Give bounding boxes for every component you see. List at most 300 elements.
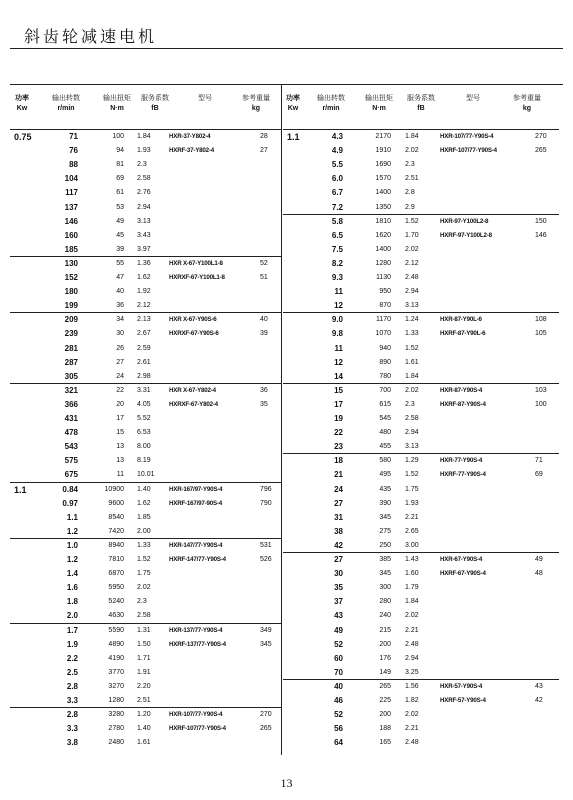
service-factor-cell: 1.75 — [405, 485, 419, 493]
model-cell: HXR X-67-Y802-4 — [169, 386, 216, 394]
table-row — [10, 285, 281, 299]
output-speed-cell: 30 — [334, 569, 343, 579]
output-torque-cell: 870 — [379, 302, 391, 310]
service-factor-cell: 1.61 — [405, 358, 419, 366]
service-factor-cell: 2.21 — [405, 725, 419, 733]
weight-cell: 345 — [260, 640, 272, 648]
service-factor-cell: 1.52 — [137, 556, 151, 563]
weight-cell: 105 — [535, 330, 547, 338]
model-cell: HXRF-137/77-Y90S-4 — [169, 640, 226, 648]
output-speed-cell: 675 — [64, 470, 78, 480]
service-factor-cell: 2.02 — [405, 386, 419, 394]
table-row — [10, 130, 281, 144]
service-factor-cell: 1.52 — [405, 217, 419, 225]
table-row — [283, 652, 559, 666]
output-torque-cell: 1570 — [375, 175, 391, 183]
table-row — [283, 285, 559, 299]
output-speed-cell: 281 — [64, 343, 78, 353]
output-speed-cell: 17 — [334, 399, 343, 409]
output-speed-cell: 0.84 — [62, 484, 78, 494]
output-torque-cell: 390 — [379, 499, 391, 507]
output-speed-cell: 1.8 — [66, 597, 78, 607]
table-row — [10, 172, 281, 186]
table-row — [283, 567, 559, 581]
power-cell: 1.1 — [287, 132, 300, 142]
column-header-label: 参考重量 — [242, 95, 270, 102]
model-cell: HXRF-57-Y90S-4 — [440, 697, 486, 704]
output-torque-cell: 5590 — [108, 626, 124, 634]
output-speed-cell: 9.8 — [331, 329, 343, 339]
output-speed-cell: 37 — [334, 597, 343, 607]
table-row — [10, 553, 281, 567]
table-row — [283, 356, 559, 370]
table-row — [283, 144, 559, 158]
service-factor-cell: 2.94 — [405, 288, 419, 296]
output-torque-cell: 4890 — [108, 640, 124, 648]
output-torque-cell: 4630 — [108, 612, 124, 620]
output-torque-cell: 24 — [116, 372, 124, 380]
table-row — [283, 694, 559, 708]
output-speed-cell: 38 — [334, 526, 343, 536]
service-factor-cell: 2.20 — [137, 682, 151, 690]
output-speed-cell: 3.8 — [66, 738, 78, 748]
table-row — [283, 722, 559, 736]
service-factor-cell: 1.84 — [405, 598, 419, 606]
table-row — [283, 511, 559, 525]
output-torque-cell: 280 — [379, 598, 391, 606]
weight-cell: 526 — [260, 556, 272, 563]
table-row — [283, 497, 559, 511]
table-row — [283, 271, 559, 285]
model-cell: HXR X-67-Y100L1-8 — [169, 259, 223, 267]
output-torque-cell: 3770 — [108, 668, 124, 676]
service-factor-cell: 2.48 — [405, 640, 419, 648]
service-factor-cell: 1.52 — [405, 344, 419, 352]
model-cell: HXR-57-Y90S-4 — [440, 682, 483, 690]
service-factor-cell: 1.33 — [405, 330, 419, 338]
table-row — [283, 243, 559, 257]
service-factor-cell: 1.79 — [405, 584, 419, 592]
table-row — [283, 327, 559, 341]
service-factor-cell: 2.02 — [405, 147, 419, 155]
output-speed-cell: 6.5 — [331, 230, 343, 240]
page-title: 斜齿轮减速电机 — [24, 27, 158, 46]
column-header-unit: N·m — [372, 105, 386, 112]
weight-cell: 146 — [535, 231, 547, 239]
output-torque-cell: 22 — [116, 386, 124, 394]
service-factor-cell: 1.85 — [137, 513, 151, 521]
output-speed-cell: 543 — [64, 442, 78, 452]
table-row — [10, 708, 281, 722]
model-cell: HXR-167/97-Y90S-4 — [169, 485, 223, 493]
table-row — [10, 144, 281, 158]
column-header-unit: kg — [251, 105, 261, 112]
service-factor-cell: 2.51 — [405, 175, 419, 183]
table-row — [283, 638, 559, 652]
output-torque-cell: 15 — [116, 429, 124, 437]
model-cell: HXRF-37-Y802-4 — [169, 147, 214, 155]
output-speed-cell: 1.0 — [66, 540, 78, 550]
output-speed-cell: 366 — [64, 399, 78, 409]
service-factor-cell: 3.13 — [405, 302, 419, 310]
weight-cell: 150 — [535, 217, 547, 225]
model-cell: HXR-87-Y90S-4 — [440, 386, 483, 394]
model-cell: HXRF-167/97-90S-4 — [169, 499, 223, 507]
output-speed-cell: 0.97 — [62, 498, 78, 508]
output-speed-cell: 18 — [334, 456, 343, 466]
output-torque-cell: 1280 — [108, 697, 124, 704]
output-torque-cell: 2170 — [375, 133, 391, 140]
output-speed-cell: 5.5 — [331, 160, 343, 170]
model-cell: HXR-67-Y90S-4 — [440, 556, 483, 563]
output-speed-cell: 76 — [69, 146, 78, 156]
service-factor-cell: 10.01 — [137, 471, 155, 479]
output-torque-cell: 45 — [116, 231, 124, 239]
table-row — [10, 229, 281, 243]
output-speed-cell: 1.9 — [66, 639, 78, 649]
service-factor-cell: 1.43 — [405, 556, 419, 563]
table-row — [10, 581, 281, 595]
column-header-label: 服务系数 — [407, 95, 435, 102]
table-row — [283, 370, 559, 384]
service-factor-cell: 2.8 — [405, 189, 415, 197]
service-factor-cell: 2.21 — [405, 626, 419, 634]
service-factor-cell: 2.02 — [137, 584, 151, 592]
output-speed-cell: 209 — [64, 315, 78, 325]
model-cell: HXR X-67-Y90S-6 — [169, 316, 217, 324]
model-cell: HXR-97-Y100L2-8 — [440, 217, 489, 225]
service-factor-cell: 1.93 — [137, 147, 151, 155]
table-row — [283, 483, 559, 497]
table-row — [283, 581, 559, 595]
output-speed-cell: 180 — [64, 287, 78, 297]
output-speed-cell: 4.9 — [331, 146, 343, 156]
weight-cell: 51 — [260, 274, 268, 281]
output-torque-cell: 385 — [379, 556, 391, 563]
service-factor-cell: 3.97 — [137, 245, 151, 253]
output-speed-cell: 1.6 — [66, 583, 78, 593]
table-row — [10, 666, 281, 680]
output-speed-cell: 70 — [334, 667, 343, 677]
output-torque-cell: 1170 — [375, 316, 391, 324]
service-factor-cell: 1.71 — [137, 654, 151, 662]
output-torque-cell: 8940 — [108, 541, 124, 549]
output-torque-cell: 2480 — [108, 739, 124, 747]
column-header — [505, 94, 549, 114]
output-torque-cell: 4190 — [108, 654, 124, 662]
output-torque-cell: 17 — [116, 415, 124, 422]
output-speed-cell: 21 — [334, 470, 343, 480]
service-factor-cell: 1.36 — [137, 259, 151, 267]
output-torque-cell: 7420 — [108, 527, 124, 535]
service-factor-cell: 2.58 — [405, 415, 419, 422]
model-cell: HXR-147/77-Y90S-4 — [169, 541, 223, 549]
model-cell: HXRF-107/77-Y90S-4 — [440, 147, 497, 155]
output-torque-cell: 480 — [379, 429, 391, 437]
model-cell: HXR-37-Y802-4 — [169, 133, 211, 140]
table-row — [283, 666, 559, 680]
output-speed-cell: 46 — [334, 696, 343, 705]
column-header — [133, 94, 177, 114]
model-cell: HXRF-87-Y90S-4 — [440, 400, 486, 408]
output-torque-cell: 1620 — [375, 231, 391, 239]
service-factor-cell: 3.31 — [137, 386, 151, 394]
service-factor-cell: 1.84 — [405, 372, 419, 380]
weight-cell: 48 — [535, 570, 543, 578]
table-row — [283, 525, 559, 539]
column-header-label: 功率 — [15, 95, 29, 102]
output-speed-cell: 40 — [334, 681, 343, 691]
output-speed-cell: 11 — [334, 343, 343, 353]
table-row — [283, 201, 559, 215]
output-torque-cell: 69 — [116, 175, 124, 183]
output-speed-cell: 199 — [64, 301, 78, 311]
table-row — [10, 257, 281, 271]
output-speed-cell: 160 — [64, 230, 78, 240]
output-torque-cell: 26 — [116, 344, 124, 352]
output-speed-cell: 15 — [334, 385, 343, 395]
output-speed-cell: 6.0 — [331, 174, 343, 184]
output-speed-cell: 2.8 — [66, 710, 78, 720]
column-header — [183, 94, 227, 104]
output-torque-cell: 149 — [379, 668, 391, 676]
output-torque-cell: 61 — [116, 189, 124, 197]
output-torque-cell: 1070 — [375, 330, 391, 338]
service-factor-cell: 4.05 — [137, 400, 151, 408]
weight-cell: 103 — [535, 386, 547, 394]
weight-cell: 796 — [260, 485, 272, 493]
service-factor-cell: 2.59 — [137, 344, 151, 352]
service-factor-cell: 1.40 — [137, 485, 151, 493]
table-row — [283, 468, 559, 482]
output-speed-cell: 478 — [64, 428, 78, 438]
service-factor-cell: 1.84 — [405, 133, 419, 140]
service-factor-cell: 2.13 — [137, 316, 151, 324]
column-header-label: 型号 — [198, 95, 212, 102]
table-row — [10, 201, 281, 215]
output-speed-cell: 1.7 — [66, 625, 78, 635]
output-speed-cell: 130 — [64, 258, 78, 268]
table-row — [283, 215, 559, 229]
output-torque-cell: 435 — [379, 485, 391, 493]
output-torque-cell: 188 — [379, 725, 391, 733]
service-factor-cell: 1.24 — [405, 316, 419, 324]
output-speed-cell: 71 — [69, 132, 78, 141]
output-speed-cell: 52 — [334, 710, 343, 720]
service-factor-cell: 2.94 — [137, 203, 151, 211]
table-row — [283, 539, 559, 553]
service-factor-cell: 1.61 — [137, 739, 151, 747]
service-factor-cell: 1.91 — [137, 668, 151, 676]
output-torque-cell: 49 — [116, 217, 124, 225]
column-header-unit: Kw — [16, 105, 28, 112]
table-row — [10, 356, 281, 370]
weight-cell: 531 — [260, 541, 272, 549]
output-speed-cell: 56 — [334, 724, 343, 734]
service-factor-cell: 3.25 — [405, 668, 419, 676]
output-torque-cell: 300 — [379, 584, 391, 592]
table-row — [283, 553, 559, 567]
output-speed-cell: 52 — [334, 639, 343, 649]
output-speed-cell: 49 — [334, 625, 343, 635]
weight-cell: 27 — [260, 147, 268, 155]
output-torque-cell: 200 — [379, 711, 391, 719]
column-header-label: 服务系数 — [141, 95, 169, 102]
table-row — [283, 158, 559, 172]
service-factor-cell: 1.29 — [405, 457, 419, 465]
column-header-label: 输出转数 — [52, 95, 80, 102]
output-speed-cell: 11 — [334, 287, 343, 297]
column-header — [357, 94, 401, 114]
table-row — [10, 483, 281, 497]
column-header-unit: r/min — [322, 105, 340, 112]
column-header — [399, 94, 443, 114]
output-torque-cell: 13 — [116, 443, 124, 451]
output-torque-cell: 27 — [116, 358, 124, 366]
output-speed-cell: 12 — [334, 357, 343, 367]
model-cell: HXR-87-Y90L-6 — [440, 316, 482, 324]
output-speed-cell: 60 — [334, 653, 343, 663]
output-speed-cell: 19 — [334, 414, 343, 423]
output-torque-cell: 10900 — [104, 485, 124, 493]
output-speed-cell: 4.3 — [331, 132, 343, 141]
table-row — [10, 595, 281, 609]
output-torque-cell: 9600 — [108, 499, 124, 507]
column-header-label: 型号 — [466, 95, 480, 102]
output-torque-cell: 215 — [379, 626, 391, 634]
service-factor-cell: 1.50 — [137, 640, 151, 648]
service-factor-cell: 1.40 — [137, 725, 151, 733]
weight-cell: 265 — [535, 147, 547, 155]
output-speed-cell: 2.8 — [66, 681, 78, 691]
table-row — [10, 398, 281, 412]
table-row — [10, 638, 281, 652]
service-factor-cell: 2.3 — [137, 161, 147, 169]
weight-cell: 42 — [535, 697, 543, 704]
output-torque-cell: 55 — [116, 259, 124, 267]
output-torque-cell: 34 — [116, 316, 124, 324]
output-torque-cell: 200 — [379, 640, 391, 648]
service-factor-cell: 3.00 — [405, 541, 419, 549]
service-factor-cell: 1.20 — [137, 711, 151, 719]
table-row — [10, 299, 281, 313]
output-speed-cell: 321 — [64, 385, 78, 395]
table-row — [10, 652, 281, 666]
table-row — [283, 680, 559, 694]
table-row — [283, 609, 559, 623]
service-factor-cell: 1.52 — [405, 471, 419, 479]
service-factor-cell: 1.70 — [405, 231, 419, 239]
column-header-label: 输出扭矩 — [103, 95, 131, 102]
table-row — [283, 130, 559, 144]
model-cell: HXRF-67-Y90S-4 — [440, 570, 486, 578]
output-torque-cell: 1810 — [375, 217, 391, 225]
table-row — [10, 539, 281, 553]
output-speed-cell: 6.7 — [331, 188, 343, 198]
table-row — [10, 624, 281, 638]
table-row — [10, 215, 281, 229]
weight-cell: 100 — [535, 400, 547, 408]
service-factor-cell: 2.02 — [405, 245, 419, 253]
service-factor-cell: 2.61 — [137, 358, 151, 366]
table-row — [10, 271, 281, 285]
output-torque-cell: 3270 — [108, 682, 124, 690]
service-factor-cell: 2.02 — [405, 612, 419, 620]
service-factor-cell: 2.48 — [405, 274, 419, 281]
model-cell: HXR-107/77-Y90S-4 — [169, 711, 223, 719]
service-factor-cell: 2.12 — [137, 302, 151, 310]
table-row — [10, 609, 281, 623]
output-speed-cell: 64 — [334, 738, 343, 748]
output-speed-cell: 287 — [64, 357, 78, 367]
weight-cell: 52 — [260, 259, 268, 267]
output-torque-cell: 700 — [379, 386, 391, 394]
table-row — [10, 313, 281, 327]
column-header-unit: fB — [151, 105, 159, 112]
output-torque-cell: 8540 — [108, 513, 124, 521]
model-cell: HXRF-77-Y90S-4 — [440, 471, 486, 479]
output-torque-cell: 176 — [379, 654, 391, 662]
output-torque-cell: 615 — [379, 400, 391, 408]
weight-cell: 40 — [260, 316, 268, 324]
table-row — [10, 525, 281, 539]
table-row — [283, 736, 559, 750]
output-speed-cell: 305 — [64, 371, 78, 381]
output-speed-cell: 117 — [65, 188, 78, 198]
output-speed-cell: 3.3 — [66, 696, 78, 705]
output-speed-cell: 104 — [64, 174, 78, 184]
table-row — [10, 327, 281, 341]
output-speed-cell: 7.2 — [331, 202, 343, 212]
table-row — [10, 722, 281, 736]
weight-cell: 49 — [535, 556, 543, 563]
output-speed-cell: 2.5 — [66, 667, 78, 677]
table-row — [10, 370, 281, 384]
column-header-label: 功率 — [286, 95, 300, 102]
column-header-unit: kg — [522, 105, 532, 112]
output-torque-cell: 1400 — [375, 245, 391, 253]
table-row — [10, 440, 281, 454]
output-torque-cell: 36 — [116, 302, 124, 310]
service-factor-cell: 2.3 — [405, 161, 415, 169]
service-factor-cell: 1.62 — [137, 274, 151, 281]
service-factor-cell: 2.58 — [137, 612, 151, 620]
table-top-rule — [10, 84, 563, 85]
power-cell: 1.1 — [14, 484, 27, 495]
service-factor-cell: 2.9 — [405, 203, 415, 211]
weight-cell: 270 — [260, 711, 272, 719]
output-speed-cell: 431 — [64, 414, 78, 423]
output-speed-cell: 137 — [64, 202, 78, 212]
weight-cell: 71 — [535, 457, 543, 465]
weight-cell: 790 — [260, 499, 272, 507]
output-speed-cell: 31 — [334, 512, 343, 522]
output-torque-cell: 265 — [379, 682, 391, 690]
output-speed-cell: 152 — [64, 273, 78, 282]
service-factor-cell: 8.19 — [137, 457, 151, 465]
output-torque-cell: 53 — [116, 203, 124, 211]
output-speed-cell: 5.8 — [331, 216, 343, 226]
service-factor-cell: 2.94 — [405, 654, 419, 662]
output-speed-cell: 43 — [334, 611, 343, 621]
output-speed-cell: 12 — [334, 301, 343, 311]
output-torque-cell: 1400 — [375, 189, 391, 197]
output-speed-cell: 185 — [64, 244, 78, 254]
output-torque-cell: 345 — [379, 513, 391, 521]
output-torque-cell: 890 — [379, 358, 391, 366]
weight-cell: 270 — [535, 133, 547, 140]
output-torque-cell: 495 — [379, 471, 391, 479]
